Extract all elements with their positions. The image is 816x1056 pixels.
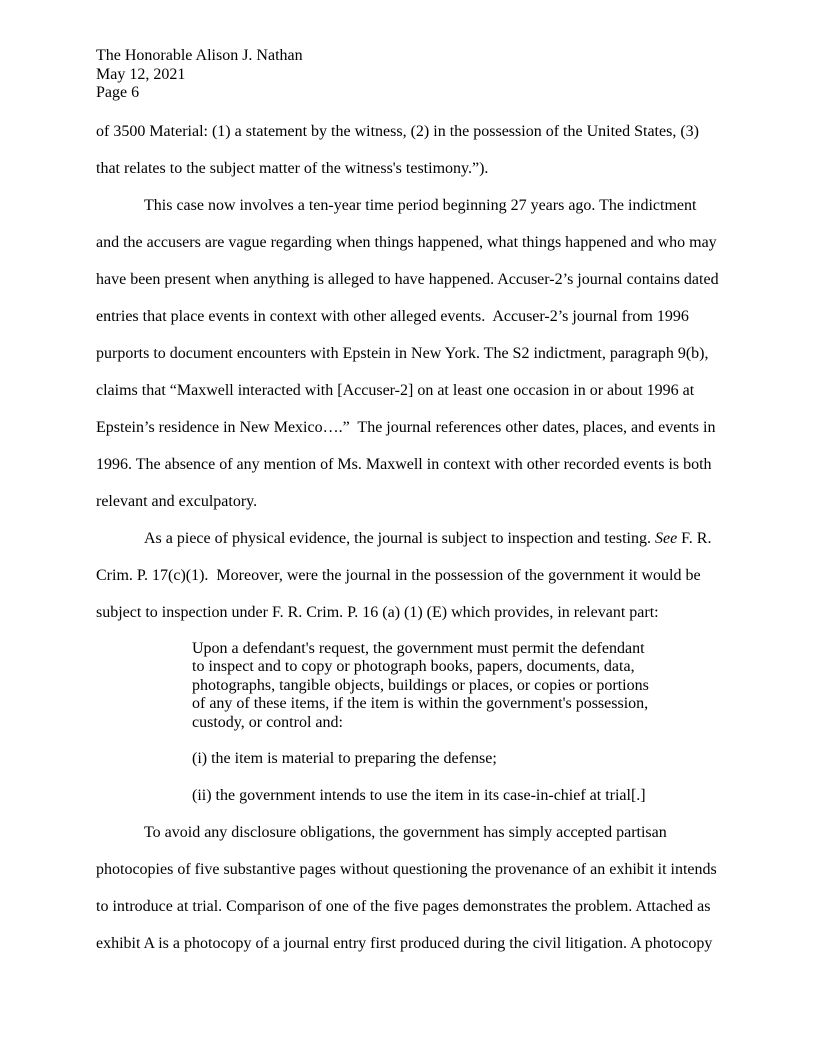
letter-header (96, 47, 720, 103)
paragraph-2-text: As a piece of physical evidence, the journal is subject to inspection and testing. (144, 529, 655, 547)
quote-item-ii: (ii) the government intends to use the item in its case-in-chief at trial[.] (192, 786, 646, 804)
paragraph-3: To avoid any disclosure obligations, the government has simply accepted partisan photocopies of five substantive pages without questioning the provenance of an exhibit it intends to introduce at trial. Comparison of one of the five pages demonstrates the problem. Attached as exhibit A is a photocopy of a journal entry first produced during the civil litigation. A photocopy (96, 824, 721, 952)
citation-signal-see: See (654, 529, 678, 547)
paragraph-continuation: of 3500 Material: (1) a statement by the witness, (2) in the possession of the United States, (3) that relates to the subject matter of the witness's testimony.”). (96, 122, 703, 177)
paragraph-2-text-continued: F. R. Crim. P. 17(c)(1). Moreover, were the journal in the possession of the government it would be subject to inspection under F. R. Crim. P. 16 (a) (1) (E) which provides, in relevant part: (96, 529, 716, 621)
paragraph-1: This case now involves a ten-year time period beginning 27 years ago. The indictment and the accusers are vague regarding when things happened, what things happened and who may have been present when anything is alleged to have happened. Accuser-2’s journal contains dated entries that place events in context with other alleged events. Accuser-2’s journal from 1996 purports to document encounters with Epstein in New York. The S2 indictment, paragraph 9(b), claims that “Maxwell interacted with [Accuser-2] on at least one occasion in or about 1996 at Epstein’s residence in New Mexico….” The journal references other dates, places, and events in 1996. The absence of any mention of Ms. Maxwell in context with other recorded events is both relevant and exculpatory. (96, 196, 723, 510)
paragraph-2 (96, 520, 720, 631)
letter-body (96, 113, 723, 963)
page-number: Page 6 (96, 84, 140, 101)
recipient-name: The Honorable Alison J. Nathan (96, 47, 303, 64)
letter-date: May 12, 2021 (96, 65, 186, 83)
quote-item-i: (i) the item is material to preparing the defense; (192, 750, 497, 767)
quote-paragraph: Upon a defendant's request, the government must permit the defendant to inspect and to copy or photograph books, papers, documents, data, photographs, tangible objects, buildings or places, or copies or portions of any of these items, if the item is within the government's possession, custody, or control and: (192, 639, 653, 731)
block-quote-rule-16 (192, 640, 656, 806)
